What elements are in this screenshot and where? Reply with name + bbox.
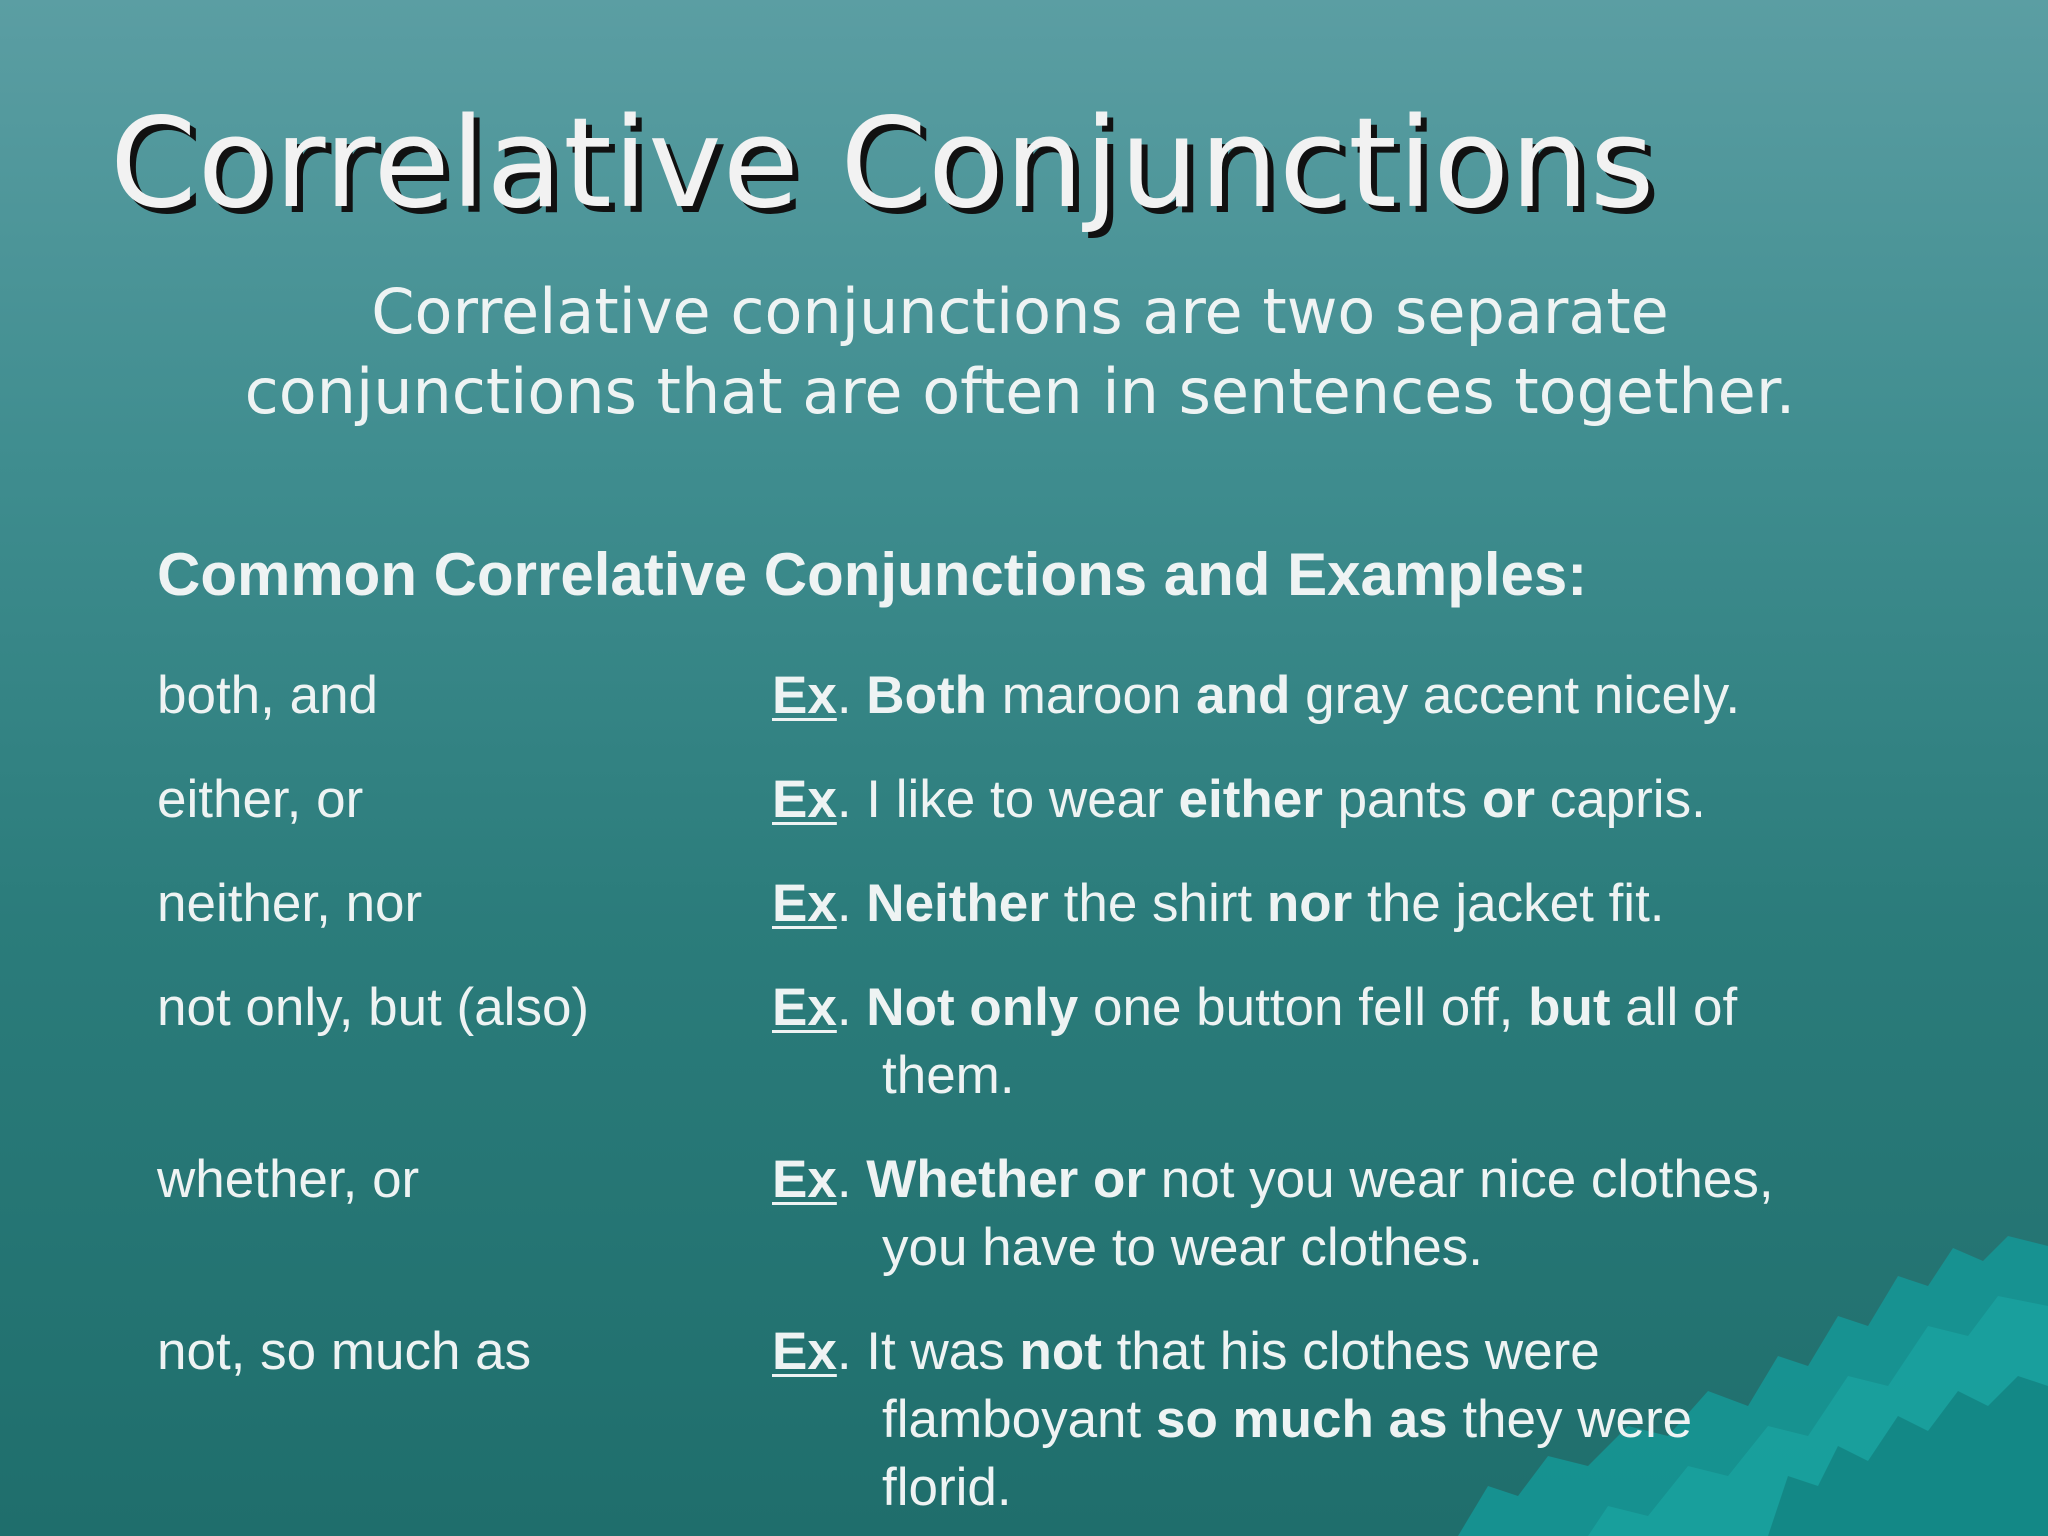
example-text: all of [1610, 978, 1738, 1037]
ex-label: Ex [772, 666, 837, 725]
example-keyword: either [1178, 770, 1323, 829]
example-text: that his clothes were [1101, 1322, 1600, 1381]
section-heading: Common Correlative Conjunctions and Examples: [157, 541, 1588, 608]
example-keyword: Neither [866, 874, 1049, 933]
example-line [772, 1214, 1932, 1282]
example-text: they were [1447, 1390, 1693, 1449]
example-keyword: not [1019, 1322, 1102, 1381]
conjunction-term: neither, nor [157, 874, 423, 933]
example-sentence [772, 870, 1932, 938]
example-keyword: so much as [1155, 1390, 1448, 1449]
example-text: It was [851, 1322, 1020, 1381]
conjunction-term: both, and [157, 666, 379, 725]
example-text: them. [882, 1046, 1015, 1105]
example-keyword: but [1528, 978, 1611, 1037]
ex-period: . [836, 770, 852, 829]
ex-period: . [836, 1322, 852, 1381]
example-keyword: and [1196, 666, 1291, 725]
example-sentence [772, 766, 1932, 834]
example-line [772, 1042, 1932, 1110]
example-text: not you wear nice clothes, [1146, 1150, 1774, 1209]
example-text: maroon [986, 666, 1197, 725]
conjunction-term: either, or [157, 770, 364, 829]
conjunction-term: not only, but (also) [157, 978, 590, 1037]
example-keyword: Not only [866, 978, 1079, 1037]
conjunction-term: whether, or [157, 1150, 420, 1209]
example-sentence [772, 974, 1932, 1110]
example-text: I like to wear [851, 770, 1179, 829]
example-text: capris. [1534, 770, 1706, 829]
example-text: flamboyant [882, 1390, 1156, 1449]
conjunction-term: not, so much as [157, 1322, 532, 1381]
example-line [772, 978, 1737, 1037]
example-text: pants [1322, 770, 1482, 829]
example-line [772, 1322, 1600, 1381]
slide-subtitle [140, 272, 1900, 432]
example-keyword: Both [866, 666, 987, 725]
example-line [772, 1150, 1774, 1209]
example-line [772, 874, 1665, 933]
example-keyword: nor [1266, 874, 1353, 933]
ex-period: . [836, 978, 852, 1037]
example-sentence [772, 1318, 1932, 1522]
example-keyword: Whether or [866, 1150, 1147, 1209]
slide-title: Correlative Conjunctions [110, 92, 1656, 236]
ex-period: . [836, 874, 852, 933]
example-text: the shirt [1048, 874, 1267, 933]
ex-label: Ex [772, 874, 837, 933]
ex-label: Ex [772, 1150, 837, 1209]
example-line [772, 1454, 1932, 1522]
ex-label: Ex [772, 978, 837, 1037]
example-text: florid. [882, 1458, 1012, 1517]
example-text: gray accent nicely. [1290, 666, 1741, 725]
example-sentence [772, 662, 1932, 730]
example-text: one button fell off, [1078, 978, 1529, 1037]
ex-period: . [836, 1150, 852, 1209]
example-text: you have to wear clothes. [882, 1218, 1484, 1277]
ex-period: . [836, 666, 852, 725]
example-text: the jacket fit. [1352, 874, 1665, 933]
example-line [772, 1386, 1932, 1454]
subtitle-line-2: conjunctions that are often in sentences together. [244, 355, 1796, 428]
example-line [772, 666, 1740, 725]
ex-label: Ex [772, 770, 837, 829]
subtitle-line-1: Correlative conjunctions are two separate [371, 275, 1669, 348]
ex-label: Ex [772, 1322, 837, 1381]
example-sentence [772, 1146, 1932, 1282]
example-line [772, 770, 1706, 829]
example-keyword: or [1481, 770, 1535, 829]
